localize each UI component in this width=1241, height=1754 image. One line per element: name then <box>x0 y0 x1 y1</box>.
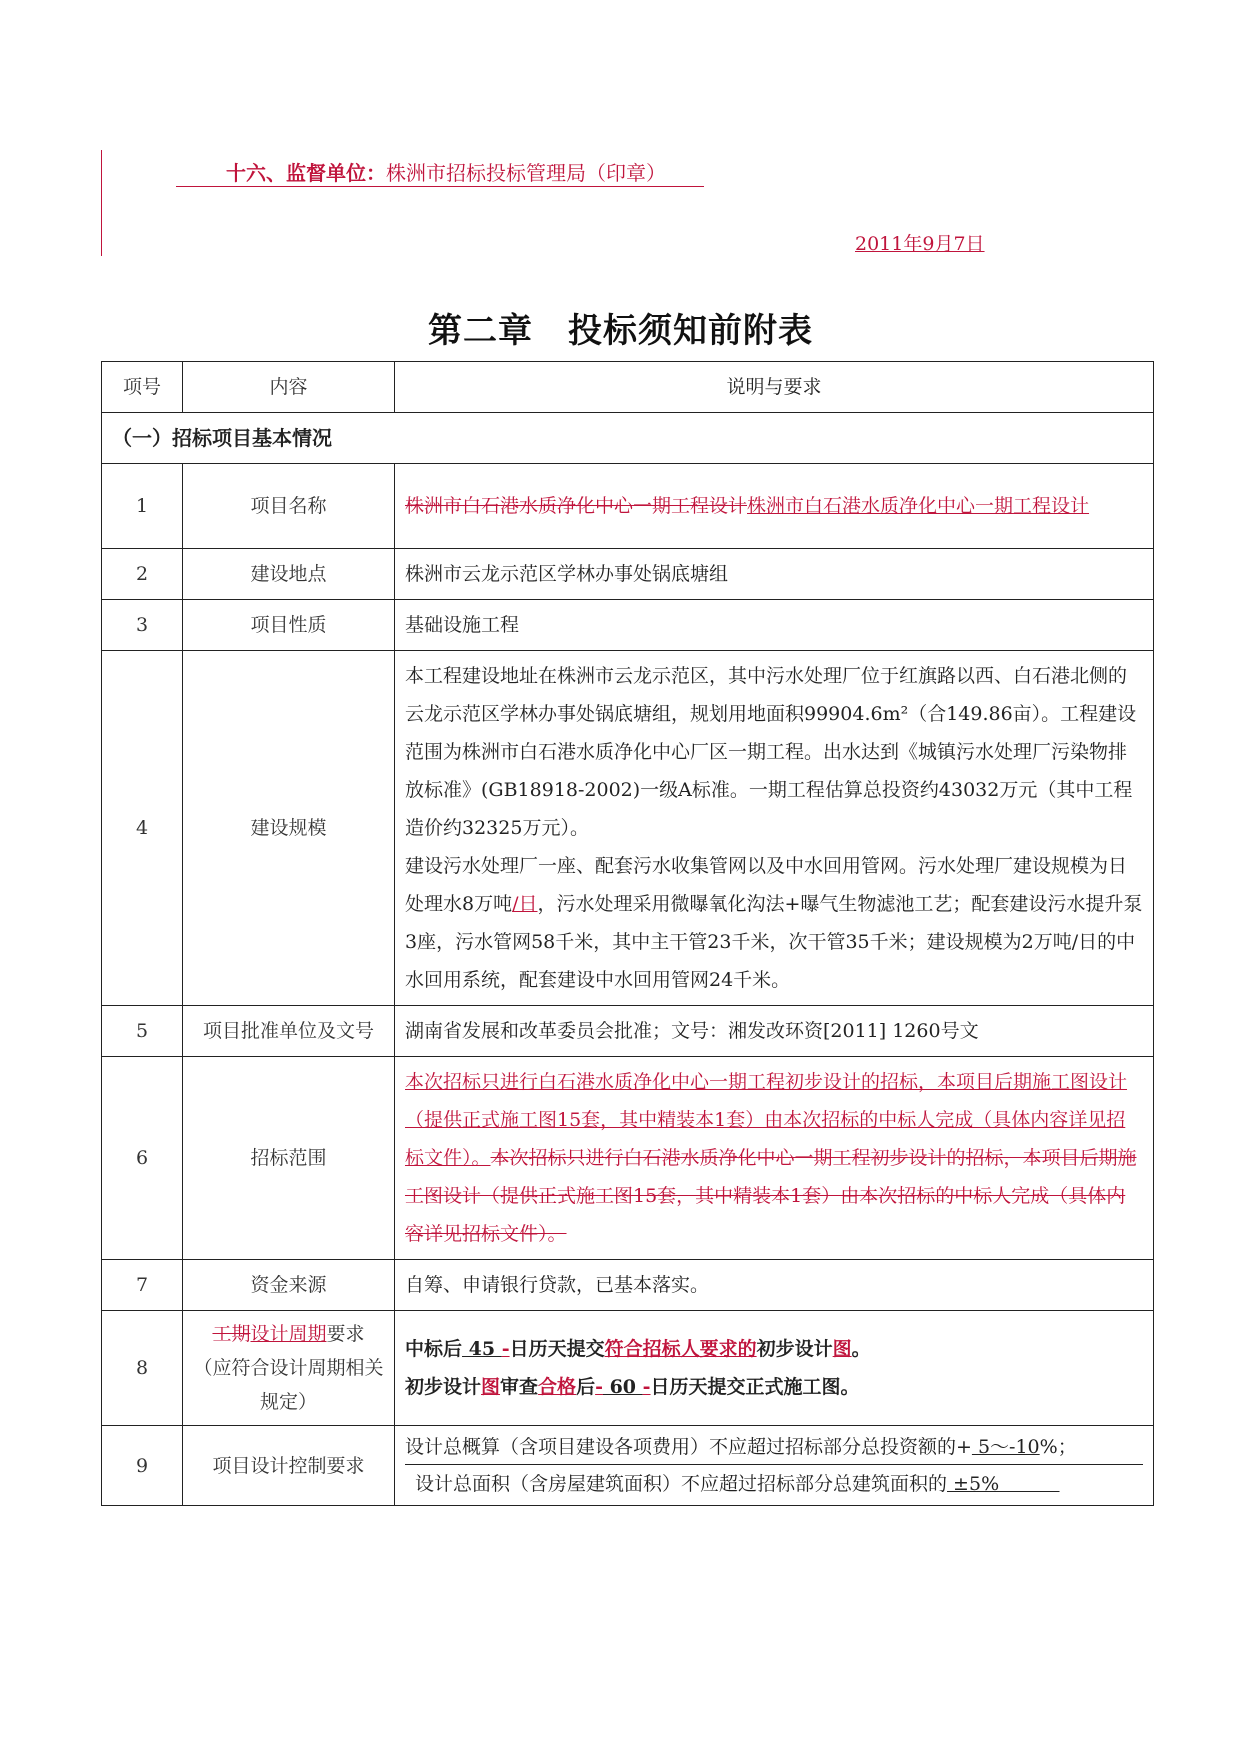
table-header-row <box>102 362 1154 413</box>
row-no: 1 <box>102 464 183 549</box>
schedule-text: 审查 <box>500 1376 539 1398</box>
row-value <box>395 1311 1154 1426</box>
row-value <box>395 464 1154 549</box>
header-description: 说明与要求 <box>395 362 1154 413</box>
supervisor-label: 十六、监督单位： <box>226 161 386 185</box>
inserted-text: 本次招标只进行白石港水质净化中心一期工程初步设计的招标，本项目后期施工图设计（提供正式施工图15套，其中精装本1套）由本次招标的中标人完成（具体内容详见招标文件）。 <box>405 1071 1128 1169</box>
revision-bar <box>101 150 102 256</box>
table-row <box>102 1260 1154 1311</box>
table-row <box>102 1006 1154 1057</box>
deleted-text: 株洲市白石港水质净化中心一期工程设计 <box>405 495 748 517</box>
inserted-text: 符合招标人要求的 <box>604 1338 757 1360</box>
schedule-text: 后 <box>576 1376 596 1398</box>
inserted-text: 设计周期 <box>250 1323 327 1345</box>
row-no: 2 <box>102 549 183 600</box>
row-no: 4 <box>102 651 183 1006</box>
control-line-1 <box>405 1430 1143 1464</box>
inserted-text: 图 <box>481 1376 501 1398</box>
row-label: 建设规模 <box>183 651 395 1006</box>
row-value: 基础设施工程 <box>395 600 1154 651</box>
deleted-text: 本次招标只进行白石港水质净化中心一期工程初步设计的招标，本项目后期施工图设计（提供正式施工图15套，其中精装本1套）由本次招标的中标人完成（具体内容详见招标文件）。 <box>405 1147 1137 1245</box>
control-value: 5～-10 <box>971 1436 1040 1458</box>
label-note: （应符合设计周期相关规定） <box>193 1357 384 1413</box>
table-row <box>102 464 1154 549</box>
row-label: 建设地点 <box>183 549 395 600</box>
scale-text: 建设污水处理厂一座、配套污水收集管网以及中水回用管网。污水处理厂建设规模为日处理水8万吨 <box>405 855 1128 915</box>
table-row <box>102 549 1154 600</box>
row-label: 项目设计控制要求 <box>183 1426 395 1506</box>
row-value <box>395 1426 1154 1506</box>
control-value: ±5% <box>947 1473 1060 1495</box>
row-no: 8 <box>102 1311 183 1426</box>
row-value <box>395 651 1154 1006</box>
row-no: 3 <box>102 600 183 651</box>
schedule-line-1 <box>405 1330 1143 1368</box>
table-row <box>102 651 1154 1006</box>
row-no: 5 <box>102 1006 183 1057</box>
deleted-text: 工期 <box>212 1323 251 1345</box>
inserted-text: - <box>595 1376 603 1398</box>
scale-text: ，污水处理采用微曝氧化沟法+曝气生物滤池工艺；配套建设污水提升泵3座，污水管网58千米，其中主干管23千米，次干管35千米；建设规模为2万吨/日的中水回用系统，配套建设中水回用管网24千米。 <box>405 893 1143 991</box>
schedule-text: 。 <box>851 1338 871 1360</box>
table-row <box>102 1057 1154 1260</box>
row-no: 9 <box>102 1426 183 1506</box>
schedule-line-2 <box>405 1368 1143 1406</box>
row-label: 项目批准单位及文号 <box>183 1006 395 1057</box>
row-label: 项目名称 <box>183 464 395 549</box>
schedule-text: 中标后 <box>405 1338 463 1360</box>
supervisor-value: 株洲市招标投标管理局（印章） <box>386 161 666 185</box>
row-value: 湖南省发展和改革委员会批准；文号：湘发改环资[2011] 1260号文 <box>395 1006 1154 1057</box>
scale-paragraph-2 <box>405 847 1143 999</box>
row-value: 株洲市云龙示范区学林办事处锅底塘组 <box>395 549 1154 600</box>
row-label: 项目性质 <box>183 600 395 651</box>
schedule-text: 日历天提交正式施工图。 <box>650 1376 860 1398</box>
row-value: 自筹、申请银行贷款，已基本落实。 <box>395 1260 1154 1311</box>
header-content: 内容 <box>183 362 395 413</box>
schedule-text: 初步设计 <box>756 1338 833 1360</box>
supervisor-line <box>176 157 704 187</box>
section-row <box>102 413 1154 464</box>
schedule-days: 45 <box>462 1338 502 1360</box>
inserted-text: - <box>642 1376 651 1398</box>
table-row <box>102 1426 1154 1506</box>
inserted-text: 株洲市白石港水质净化中心一期工程设计 <box>747 495 1090 517</box>
chapter-title: 第二章 投标须知前附表 <box>428 311 813 351</box>
control-text: %； <box>1039 1436 1077 1458</box>
signature-date: 2011年9月7日 <box>855 233 985 255</box>
row-no: 6 <box>102 1057 183 1260</box>
schedule-text: 日历天提交 <box>509 1338 605 1360</box>
inserted-text: 图 <box>832 1338 852 1360</box>
header-item-no: 项号 <box>102 362 183 413</box>
control-text: 设计总面积（含房屋建筑面积）不应超过招标部分总建筑面积的 <box>415 1473 948 1495</box>
table-row <box>102 1311 1154 1426</box>
row-label <box>183 1311 395 1426</box>
schedule-text: 初步设计 <box>405 1376 482 1398</box>
row-label: 资金来源 <box>183 1260 395 1311</box>
row-label: 招标范围 <box>183 1057 395 1260</box>
inserted-text: /日 <box>512 893 538 915</box>
inserted-text: 合格 <box>538 1376 577 1398</box>
row-value <box>395 1057 1154 1260</box>
inserted-text: - <box>501 1338 510 1360</box>
scale-paragraph-1: 本工程建设地址在株洲市云龙示范区，其中污水处理厂位于红旗路以西、白石港北侧的云龙示范区学林办事处锅底塘组，规划用地面积99904.6m²（合149.86亩）。工程建设范围为株洲市白石港水质净化中心厂区一期工程。出水达到《城镇污水处理厂污染物排放标准》(GB18918-2002)一级A标准。一期工程估算总投资约43032万元（其中工程造价约32325万元）。 <box>405 665 1137 839</box>
control-line-2 <box>405 1464 1143 1501</box>
schedule-days: 60 <box>602 1376 643 1398</box>
bid-info-table <box>101 361 1154 1506</box>
control-text: 设计总概算（含项目建设各项费用）不应超过招标部分总投资额的+ <box>405 1436 972 1458</box>
section-title: （一）招标项目基本情况 <box>102 413 1154 464</box>
table-row <box>102 600 1154 651</box>
label-text: 要求 <box>326 1323 365 1345</box>
row-no: 7 <box>102 1260 183 1311</box>
